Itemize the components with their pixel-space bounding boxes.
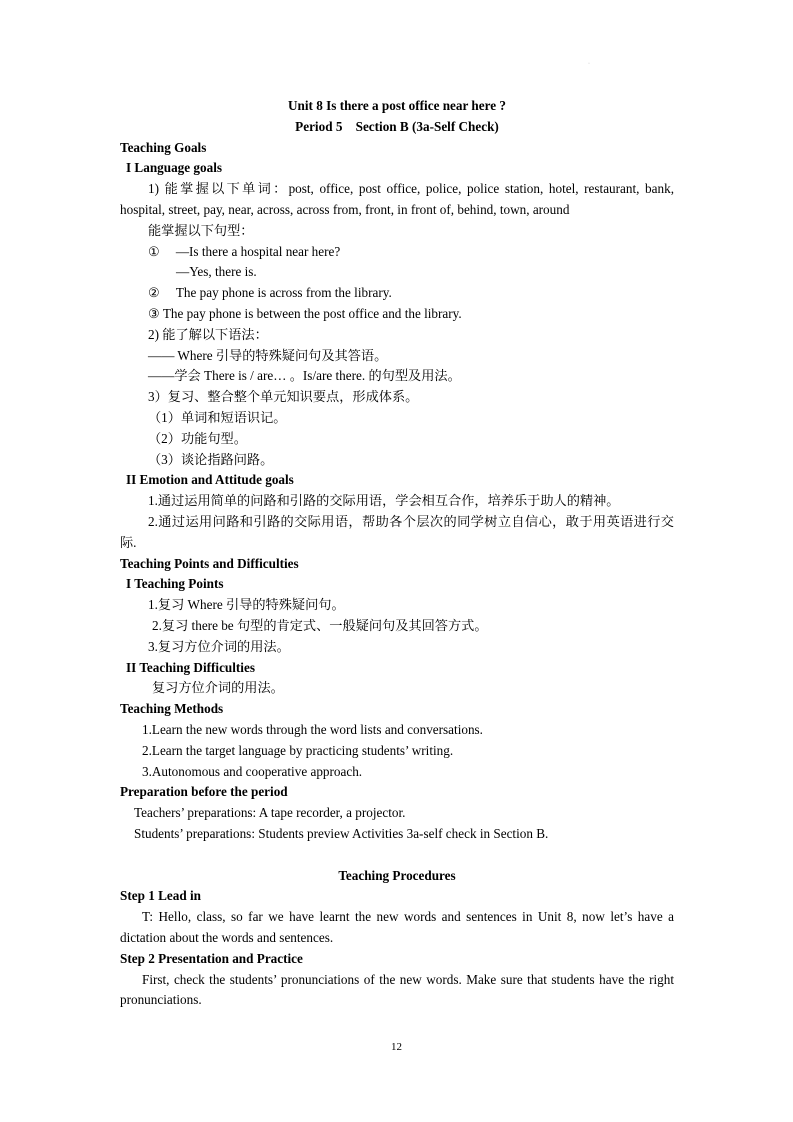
grammar-2: ——学会 There is / are… 。Is/are there. 的句型及用法。 [148, 368, 461, 384]
grammar-1: —— Where 引导的特殊疑问句及其答语。 [148, 347, 388, 363]
language-goals-heading: I Language goals [126, 160, 222, 176]
points-difficulties-heading: Teaching Points and Difficulties [120, 555, 299, 571]
preparation-heading: Preparation before the period [120, 784, 288, 800]
decorative-mark: · [588, 61, 590, 67]
teaching-point-2: 2.复习 there be 句型的肯定式、一般疑问句及其回答方式。 [152, 617, 488, 633]
pattern-2 [120, 283, 674, 304]
teaching-methods-heading: Teaching Methods [120, 701, 224, 717]
method-1: 1.Learn the new words through the word lists and conversations. [142, 721, 483, 737]
pattern-2-text: The pay phone is across from the library. [175, 285, 392, 301]
step-2-heading: Step 2 Presentation and Practice [120, 950, 303, 966]
teaching-point-3: 3.复习方位介词的用法。 [148, 638, 290, 654]
section-spacer [120, 845, 674, 866]
page-number: 12 [391, 1041, 402, 1053]
vocab-item: 1) 能掌握以下单词：post, office, post office, police, police station, hotel, restaurant, bank, hospital, street, pay, near, across, across from, front, in front of, behind, town, around [120, 181, 674, 217]
teaching-procedures-heading: Teaching Procedures [338, 867, 456, 883]
pattern-3: ③ The pay phone is between the post office and the library. [148, 305, 462, 321]
step-1-text: T: Hello, class, so far we have learnt the new words and sentences in Unit 8, now let’s have a dictation about the words and sentences. [120, 909, 674, 946]
patterns-intro: 能掌握以下句型： [148, 222, 254, 238]
teaching-goals-heading: Teaching Goals [120, 139, 207, 155]
teachers-preparations: Teachers’ preparations: A tape recorder, a projector. [134, 805, 406, 821]
emotion-goal-2: 2.通过运用问路和引路的交际用语，帮助各个层次的同学树立自信心，敢于用英语进行交际. [120, 513, 674, 550]
method-3: 3.Autonomous and cooperative approach. [142, 763, 363, 779]
review-item: 3）复习、整合整个单元知识要点，形成体系。 [148, 389, 419, 405]
pattern-2-number: ② [148, 285, 160, 301]
period-subtitle: Period 5 Section B (3a-Self Check) [295, 118, 499, 134]
emotion-goal-1: 1.通过运用简单的问路和引路的交际用语，学会相互合作，培养乐于助人的精神。 [148, 493, 620, 509]
grammar-intro: 2) 能了解以下语法： [148, 326, 268, 342]
emotion-goals-heading: II Emotion and Attitude goals [126, 472, 294, 488]
pattern-1-answer: —Yes, there is. [176, 264, 257, 280]
teaching-difficulty-1: 复习方位介词的用法。 [152, 680, 284, 696]
method-2: 2.Learn the target language by practicing students’ writing. [142, 742, 454, 758]
pattern-1-number: ① [148, 243, 160, 259]
review-1: （1）单词和短语识记。 [148, 409, 287, 425]
review-2: （2）功能句型。 [148, 430, 247, 446]
step-2-text: First, check the students’ pronunciations of the new words. Make sure that students have the right pronunciations. [120, 971, 674, 1008]
pattern-1-question: —Is there a hospital near here? [175, 243, 341, 259]
pattern-1 [120, 242, 674, 263]
step-1-heading: Step 1 Lead in [120, 888, 201, 904]
teaching-point-1: 1.复习 Where 引导的特殊疑问句。 [148, 597, 345, 613]
document-body [120, 96, 674, 1011]
teaching-difficulties-heading: II Teaching Difficulties [126, 659, 255, 675]
teaching-points-heading: I Teaching Points [126, 576, 224, 592]
students-preparations: Students’ preparations: Students preview Activities 3a-self check in Section B. [134, 825, 549, 841]
document-title: Unit 8 Is there a post office near here ? [288, 98, 506, 113]
review-3: （3）谈论指路问路。 [148, 451, 274, 467]
